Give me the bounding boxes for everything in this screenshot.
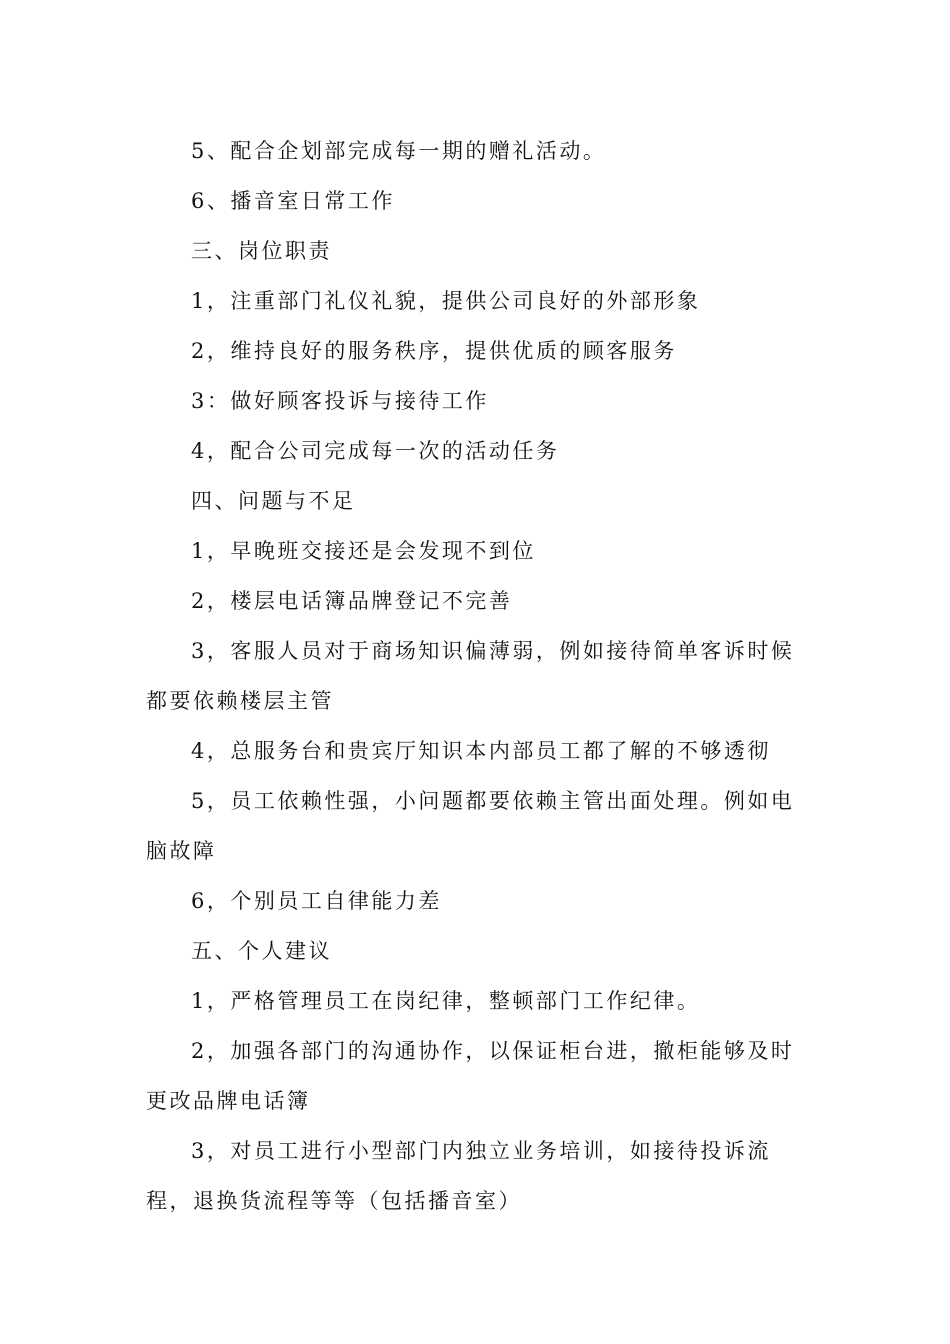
paragraph: 6、播音室日常工作 (191, 189, 395, 213)
section-heading: 五、个人建议 (191, 939, 332, 963)
paragraph: 2，加强各部门的沟通协作，以保证柜台进，撤柜能够及时更改品牌电话簿 (146, 1039, 795, 1113)
paragraph: 1，早晚班交接还是会发现不到位 (191, 539, 536, 563)
paragraph: 3：做好顾客投诉与接待工作 (191, 389, 489, 413)
section-heading: 三、岗位职责 (191, 239, 332, 263)
paragraph: 4，总服务台和贵宾厅知识本内部员工都了解的不够透彻 (191, 739, 771, 763)
paragraph: 3，对员工进行小型部门内独立业务培训，如接待投诉流程，退换货流程等等（包括播音室） (146, 1139, 771, 1213)
paragraph: 5、配合企划部完成每一期的赠礼活动。 (191, 139, 607, 163)
section-heading: 四、问题与不足 (191, 489, 356, 513)
paragraph: 2，楼层电话簿品牌登记不完善 (191, 589, 513, 613)
document-body (146, 126, 810, 1226)
paragraph: 3，客服人员对于商场知识偏薄弱，例如接待简单客诉时候都要依赖楼层主管 (146, 639, 795, 713)
paragraph: 4，配合公司完成每一次的活动任务 (191, 439, 560, 463)
paragraph: 1，严格管理员工在岗纪律，整顿部门工作纪律。 (191, 989, 701, 1013)
paragraph: 1，注重部门礼仪礼貌，提供公司良好的外部形象 (191, 289, 701, 313)
paragraph: 2，维持良好的服务秩序，提供优质的顾客服务 (191, 339, 677, 363)
paragraph: 6，个别员工自律能力差 (191, 889, 442, 913)
paragraph: 5，员工依赖性强，小问题都要依赖主管出面处理。例如电脑故障 (146, 789, 795, 863)
